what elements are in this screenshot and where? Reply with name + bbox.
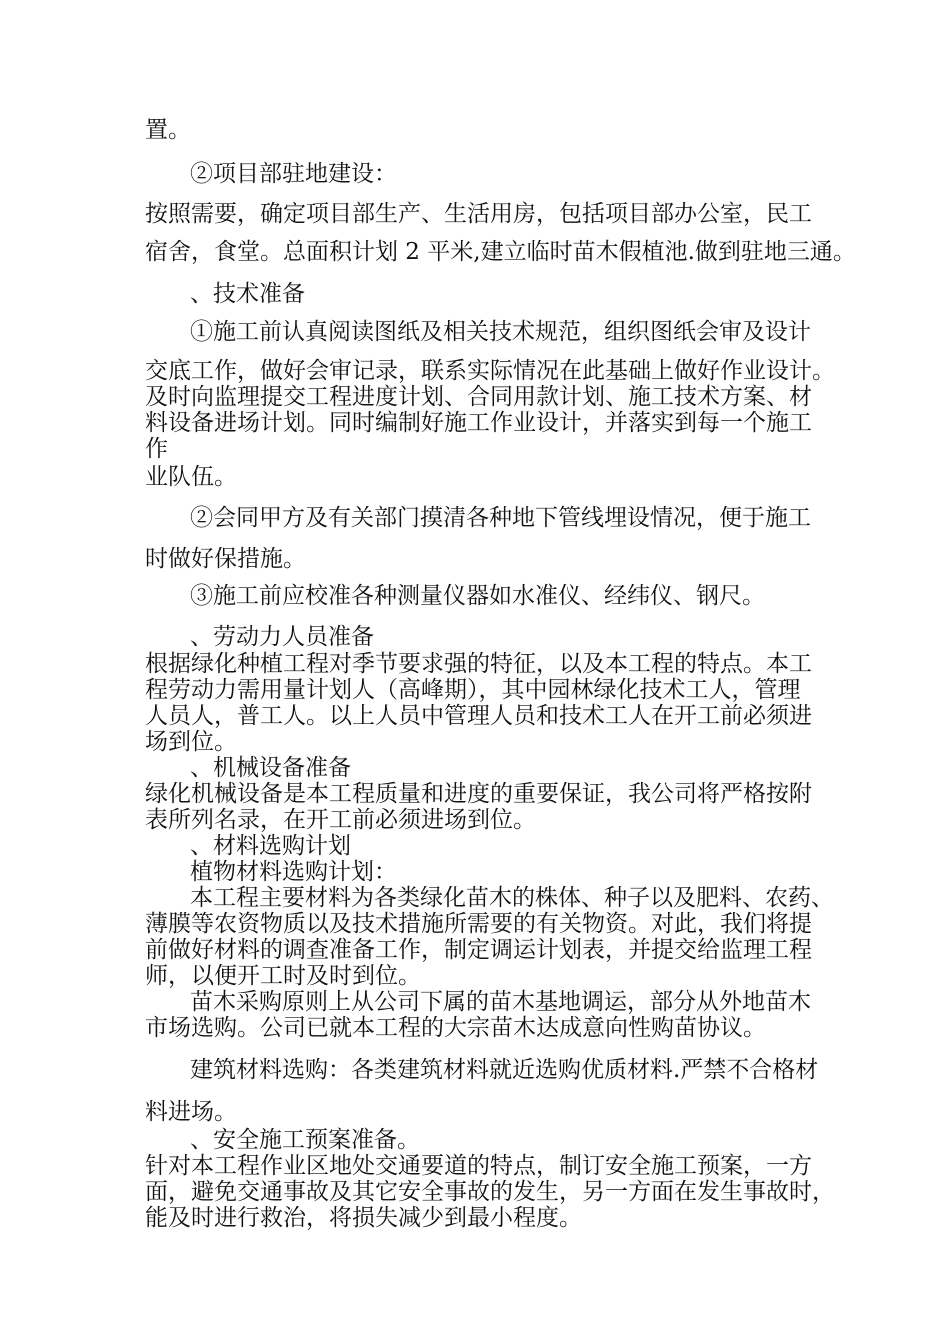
text-line: 根据绿化种植工程对季节要求强的特征，以及本工程的特点。本工 [145,651,812,677]
section-heading: 、安全施工预案准备。 [190,1127,420,1153]
text-line: 本工程主要材料为各类绿化苗木的株体、种子以及肥料、农药、 [190,885,834,911]
text-line: 市场选购。公司已就本工程的大宗苗木达成意向性购苗协议。 [145,1015,766,1041]
text-line: 及时向监理提交工程进度计划、合同用款计划、施工技术方案、材 [145,384,812,410]
text-line: 置。 [145,117,191,143]
text-line: 业队伍。 [145,464,237,490]
section-heading: 、技术准备 [190,281,305,307]
text-line: 人员人，普工人。以上人员中管理人员和技术工人在开工前必须进 [145,703,812,729]
text-line: ③施工前应校准各种测量仪器如水准仪、经纬仪、钢尺。 [190,583,765,609]
text-line: 料进场。 [145,1099,237,1125]
text-line: 表所列名录，在开工前必须进场到位。 [145,807,536,833]
text-line: 作 [145,436,168,462]
text-line: 按照需要，确定项目部生产、生活用房，包括项目部办公室，民工 [145,201,812,227]
subheading: ②项目部驻地建设： [190,161,397,187]
text-line: 前做好材料的调查准备工作，制定调运计划表，并提交给监理工程 [145,937,812,963]
text-line: 绿化机械设备是本工程质量和进度的重要保证，我公司将严格按附 [145,781,812,807]
text-line: ①施工前认真阅读图纸及相关技术规范，组织图纸会审及设计 [190,319,811,345]
text-line: 苗木采购原则上从公司下属的苗木基地调运，部分从外地苗木 [190,989,811,1015]
section-heading: 、材料选购计划 [190,833,351,859]
text-line: 建筑材料选购：各类建筑材料就近选购优质材料.严禁不合格材 [190,1057,819,1083]
text-line: 师，以便开工时及时到位。 [145,963,421,989]
text-line: 面，避免交通事故及其它安全事故的发生，另一方面在发生事故时， [145,1179,835,1205]
text-line: 时做好保措施。 [145,546,306,572]
text-line: 交底工作，做好会审记录，联系实际情况在此基础上做好作业设计。 [145,358,835,384]
text-line: 薄膜等农资物质以及技术措施所需要的有关物资。对此，我们将提 [145,911,812,937]
text-line: ②会同甲方及有关部门摸清各种地下管线埋设情况，便于施工 [190,505,811,531]
text-line: 场到位。 [145,729,237,755]
text-line: 程劳动力需用量计划人（高峰期），其中园林绿化技术工人，管理 [145,677,801,703]
text-line: 针对本工程作业区地处交通要道的特点，制订安全施工预案，一方 [145,1153,812,1179]
subheading: 植物材料选购计划： [190,859,397,885]
section-heading: 、劳动力人员准备 [190,624,374,650]
text-line: 能及时进行救治，将损失减少到最小程度。 [145,1205,582,1231]
text-line: 料设备进场计划。同时编制好施工作业设计，并落实到每一个施工 [145,410,812,436]
text-line: 宿舍，食堂。总面积计划 2 平米,建立临时苗木假植池.做到驻地三通。 [145,239,856,265]
section-heading: 、机械设备准备 [190,755,351,781]
